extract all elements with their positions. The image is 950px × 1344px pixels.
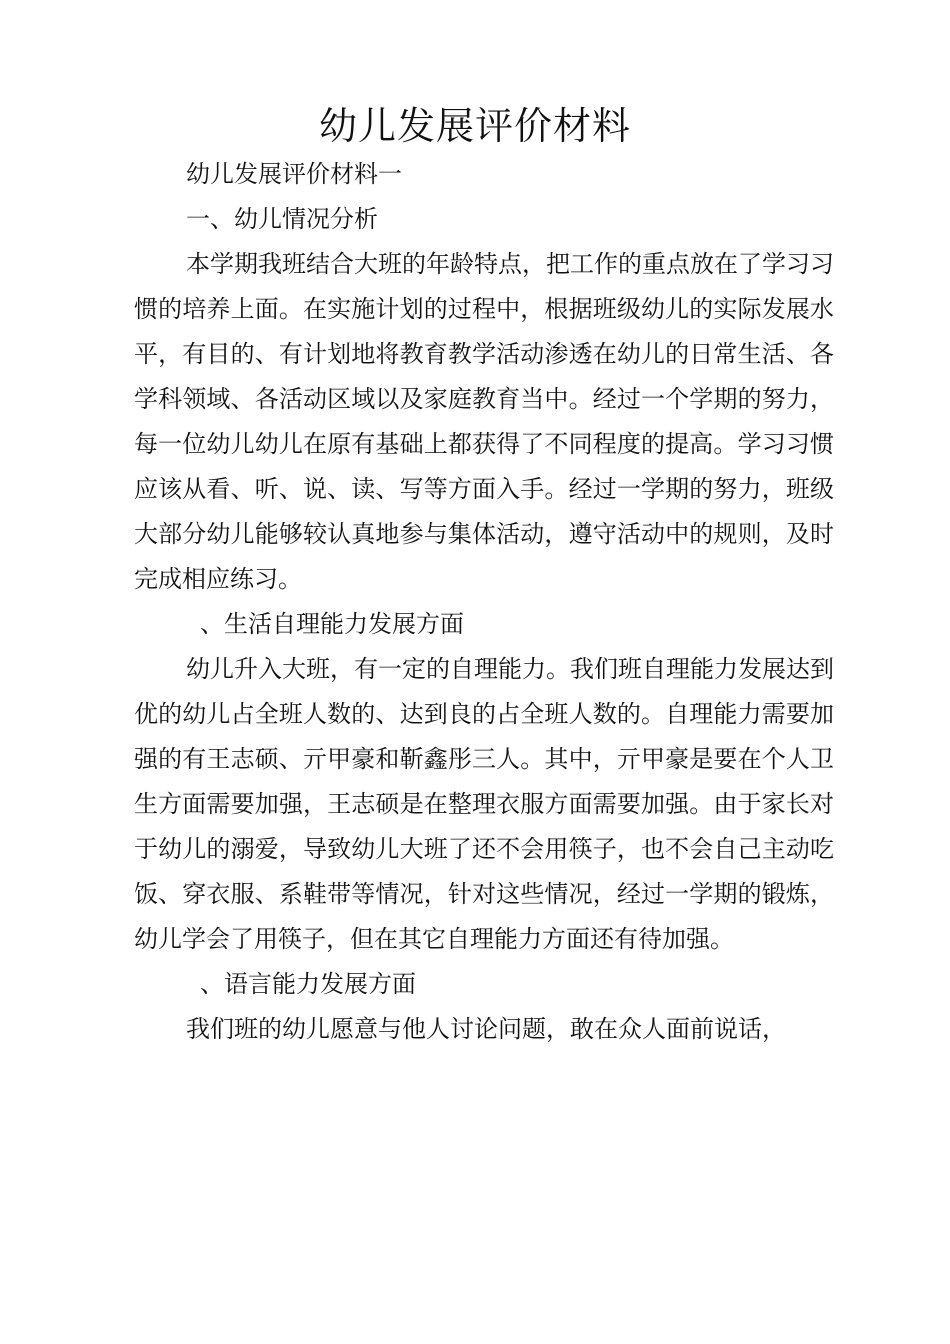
document-body bbox=[134, 152, 834, 1052]
section-heading-analysis: 一、幼儿情况分析 bbox=[186, 205, 378, 233]
section-heading-self-care: 、生活自理能力发展方面 bbox=[200, 610, 464, 638]
paragraph-analysis: 本学期我班结合大班的年龄特点，把工作的重点放在了学习习惯的培养上面。在实施计划的过程中，根据班级幼儿的实际发展水平，有目的、有计划地将教育教学活动渗透在幼儿的日常生活、各学科领域、各活动区域以及家庭教育当中。经过一个学期的努力，每一位幼儿幼儿在原有基础上都获得了不同程度的提高。学习习惯应该从看、听、说、读、写等方面入手。经过一学期的努力，班级大部分幼儿能够较认真地参与集体活动，遵守活动中的规则，及时完成相应练习。 bbox=[134, 250, 834, 593]
section-heading-language: 、语言能力发展方面 bbox=[200, 970, 416, 998]
section-title: 幼儿发展评价材料一 bbox=[186, 160, 402, 188]
paragraph-self-care: 幼儿升入大班，有一定的自理能力。我们班自理能力发展达到优的幼儿占全班人数的、达到良的占全班人数的。自理能力需要加强的有王志硕、亓甲豪和靳鑫彤三人。其中，亓甲豪是要在个人卫生方面需要加强，王志硕是在整理衣服方面需要加强。由于家长对于幼儿的溺爱，导致幼儿大班了还不会用筷子，也不会自己主动吃饭、穿衣服、系鞋带等情况，针对这些情况，经过一学期的锻炼，幼儿学会了用筷子，但在其它自理能力方面还有待加强。 bbox=[134, 655, 834, 953]
paragraph-language: 我们班的幼儿愿意与他人讨论问题，敢在众人面前说话， bbox=[186, 1015, 786, 1043]
document-title: 幼儿发展评价材料 bbox=[318, 104, 631, 148]
